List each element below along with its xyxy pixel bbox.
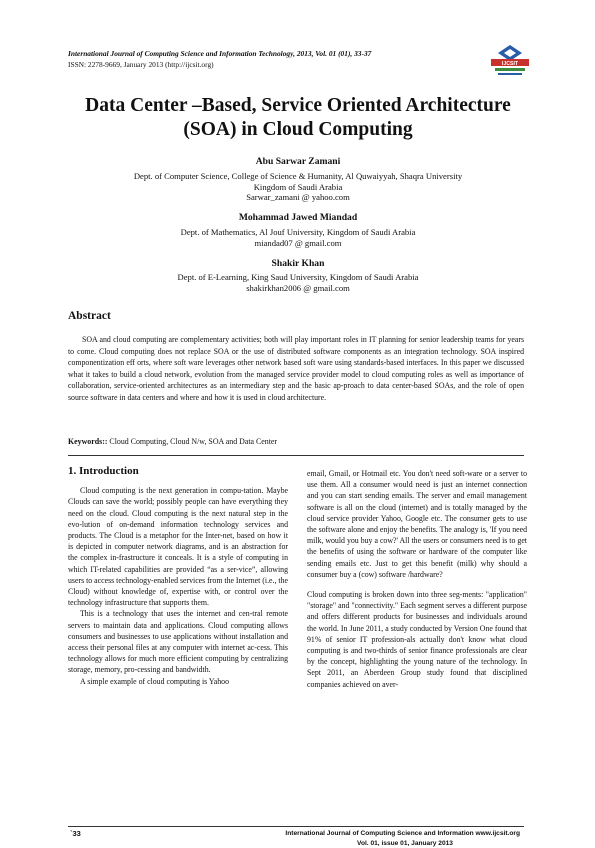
section-heading: 1. Introduction xyxy=(68,466,288,477)
paragraph: email, Gmail, or Hotmail etc. You don't need soft-ware or a server to use them. All a consumer would need is just an internet connection and you can start sending emails. The server and email management software is all on the cloud (internet) and is totally managed by the cloud service provider Yahoo, Google etc. The consumer gets to use the software alone and enjoy the benefits. The analogy is, 'If you need milk, would you buy a cow?' All the users or consumers need is to get the benefits of using the software or hardware of the computer like sending emails etc. Just to get this benefit (milk) why should a consumer buy a (cow) software /hardware? xyxy=(307,468,527,580)
abstract-heading: Abstract xyxy=(68,310,111,322)
footer-volume-line: Vol. 01, issue 01, January 2013 xyxy=(250,839,520,848)
author-affiliation: Dept. of Mathematics, Al Jouf University, Kingdom of Saudi Arabia xyxy=(60,227,536,238)
author-name: Shakir Khan xyxy=(60,259,536,270)
author-name: Mohammad Jawed Miandad xyxy=(60,213,536,224)
keywords-list: Cloud Computing, Cloud N/w, SOA and Data Center xyxy=(107,437,277,446)
page-number: `33 xyxy=(70,829,81,838)
author-affiliation: Dept. of Computer Science, College of Science & Humanity, Al Quwaiyyah, Shaqra University xyxy=(60,171,536,182)
footer-journal-line: International Journal of Computing Science and Information www.ijcsit.org xyxy=(250,829,520,839)
author-3 xyxy=(60,259,536,294)
paper-title: Data Center –Based, Service Oriented Architecture (SOA) in Cloud Computing xyxy=(60,94,536,142)
issn-line: ISSN: 2278-9669, January 2013 (http://ijcsit.org) xyxy=(68,60,478,71)
author-email: shakirkhan2006 @ gmail.com xyxy=(60,283,536,294)
author-2 xyxy=(60,213,536,248)
author-email: Sarwar_zamani @ yahoo.com xyxy=(60,192,536,203)
abstract-text: SOA and cloud computing are complementary activities; both will play important roles in IT planning for senior leadership teams for years to come. Cloud computing does not replace SOA or the use of distributed software components as an integration technology. SOA inspired componentization eff orts, where soft ware leverages other network based soft ware using standards-based interfaces. In this paper we discussed what it takes to build a cloud network, evolution from the managed service provider model to cloud computing roles as well as importance of collaboration, service-oriented architectures as an intermediary step and the basic ap-proach to data center-based SOAs, and the role of open source software in data centers and where and how it is used in cloud architecture. xyxy=(68,334,524,403)
logo-text: IJCSIT xyxy=(502,61,519,67)
author-email: miandad07 @ gmail.com xyxy=(60,238,536,249)
journal-header xyxy=(68,49,478,70)
paragraph: Cloud computing is the next generation in compu-tation. Maybe Clouds can save the world; possibly people can have everything they need on the cloud. Cloud computing is the next natural step in the evo-lution of on-demand information technology services and products. The Cloud is a metaphor for the Inter-net, based on how it is depicted in computer network diagrams, and is an abstraction for the complex in-frastructure it conceals. It is a style of computing in which IT-related capabilities are provided “as a ser-vice”, allowing users to access technology-enabled services from the Internet (i.e., the Cloud) without knowledge of, expertise with, or control over the technology infrastructure that supports them. xyxy=(68,485,288,608)
journal-citation: , 2013, Vol. 01 (01), 33-37 xyxy=(293,49,371,58)
left-column xyxy=(68,466,288,687)
section-divider xyxy=(68,455,524,456)
keywords-label: Keywords:: xyxy=(68,437,107,446)
author-block xyxy=(60,157,536,304)
right-column xyxy=(307,468,527,690)
footer-divider xyxy=(68,826,524,827)
journal-title: International Journal of Computing Science and Information Technology xyxy=(68,49,293,58)
footer-journal xyxy=(250,829,520,848)
paragraph: Cloud computing is broken down into three seg-ments: "application" "storage" and "connectivity." Each segment serves a different purpose and offers different products for businesses and individuals around the world. In June 2011, a study conducted by Version One found that 91% of senior IT profession-als actually don't know what cloud computing is and two-thirds of senior finance professionals are clear by the concept, highlighting the young nature of the technology. In Sept 2011, an Aberdeen Group study found that disciplined companies achieved on aver- xyxy=(307,589,527,690)
keywords xyxy=(68,437,524,446)
author-location: Kingdom of Saudi Arabia xyxy=(60,182,536,193)
paragraph: A simple example of cloud computing is Yahoo xyxy=(68,676,288,687)
author-name: Abu Sarwar Zamani xyxy=(60,157,536,168)
author-1 xyxy=(60,157,536,203)
author-affiliation: Dept. of E-Learning, King Saud University, Kingdom of Saudi Arabia xyxy=(60,272,536,283)
paragraph: This is a technology that uses the internet and cen-tral remote servers to maintain data and applications. Cloud computing allows consumers and businesses to use applications without installation and access their personal files at any computer with internet ac-cess. This technology allows for much more efficient computing by centralizing storage, memory, pro-cessing and bandwidth. xyxy=(68,608,288,675)
journal-logo xyxy=(489,44,531,78)
